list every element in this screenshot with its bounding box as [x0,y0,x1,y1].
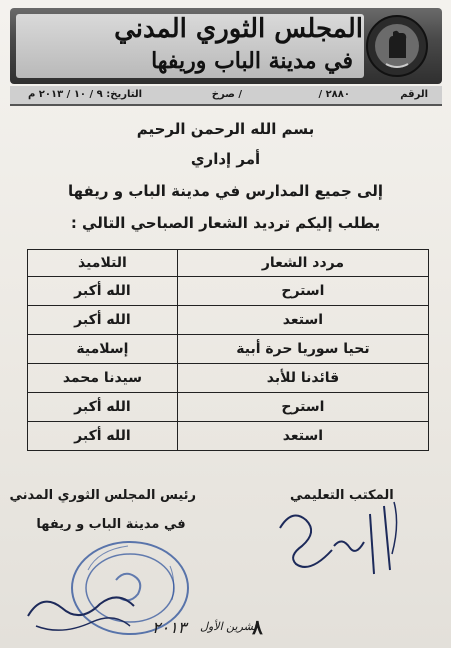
students-cell: الله أكبر [28,277,178,306]
chant-table [27,249,429,451]
council-president-location: في مدينة الباب و ريفها [36,517,186,532]
chanter-cell: استعد [177,422,428,451]
reference-row [10,86,442,106]
column-header-students: التلاميذ [28,250,178,277]
chanter-cell: استرح [177,393,428,422]
table-row [28,422,429,451]
order-title: أمر إداري [190,150,261,168]
table-header-row [28,250,429,277]
basmala: بسم الله الرحمن الرحيم [136,120,315,138]
students-cell: الله أكبر [28,393,178,422]
document-date: التاريخ: ٩ / ١٠ / ٢٠١٣ م [27,89,142,100]
reference-label: الرقم [400,89,428,100]
students-cell: الله أكبر [28,306,178,335]
education-office-title: المكتب التعليمي [290,488,394,503]
education-office-signature-icon [262,494,422,584]
chanter-cell: استعد [177,306,428,335]
revolutionary-council-logo-icon [362,12,432,80]
council-president-title: رئيس المجلس الثوري المدني [9,488,196,503]
students-cell: سيدنا محمد [28,364,178,393]
handwritten-month: تشرين الأول [200,620,257,633]
table-row [28,306,429,335]
table-row [28,393,429,422]
handwritten-year: ٢٠١٣ [152,618,187,637]
reference-number: ٢٨٨٠ / [318,89,350,100]
table-row [28,335,429,364]
students-cell: إسلامية [28,335,178,364]
handwritten-day: ٨ [252,615,263,639]
request-line: يطلب إليكم ترديد الشعار الصباحي التالي : [70,214,381,232]
recipients-line: إلى جميع المدارس في مدينة الباب و ريفها [67,182,384,200]
organization-name: المجلس الثوري المدني [114,14,363,44]
column-header-chanter: مردد الشعار [177,250,428,277]
chanter-cell: قائدنا للأبد [177,364,428,393]
table-row [28,277,429,306]
president-signature-icon [22,586,142,638]
table-row [28,364,429,393]
hijri-date: / صرخ [211,89,242,100]
organization-city: في مدينة الباب وريفها [151,48,353,74]
chanter-cell: تحيا سوريا حرة أبية [177,335,428,364]
chanter-cell: استرح [177,277,428,306]
students-cell: الله أكبر [28,422,178,451]
